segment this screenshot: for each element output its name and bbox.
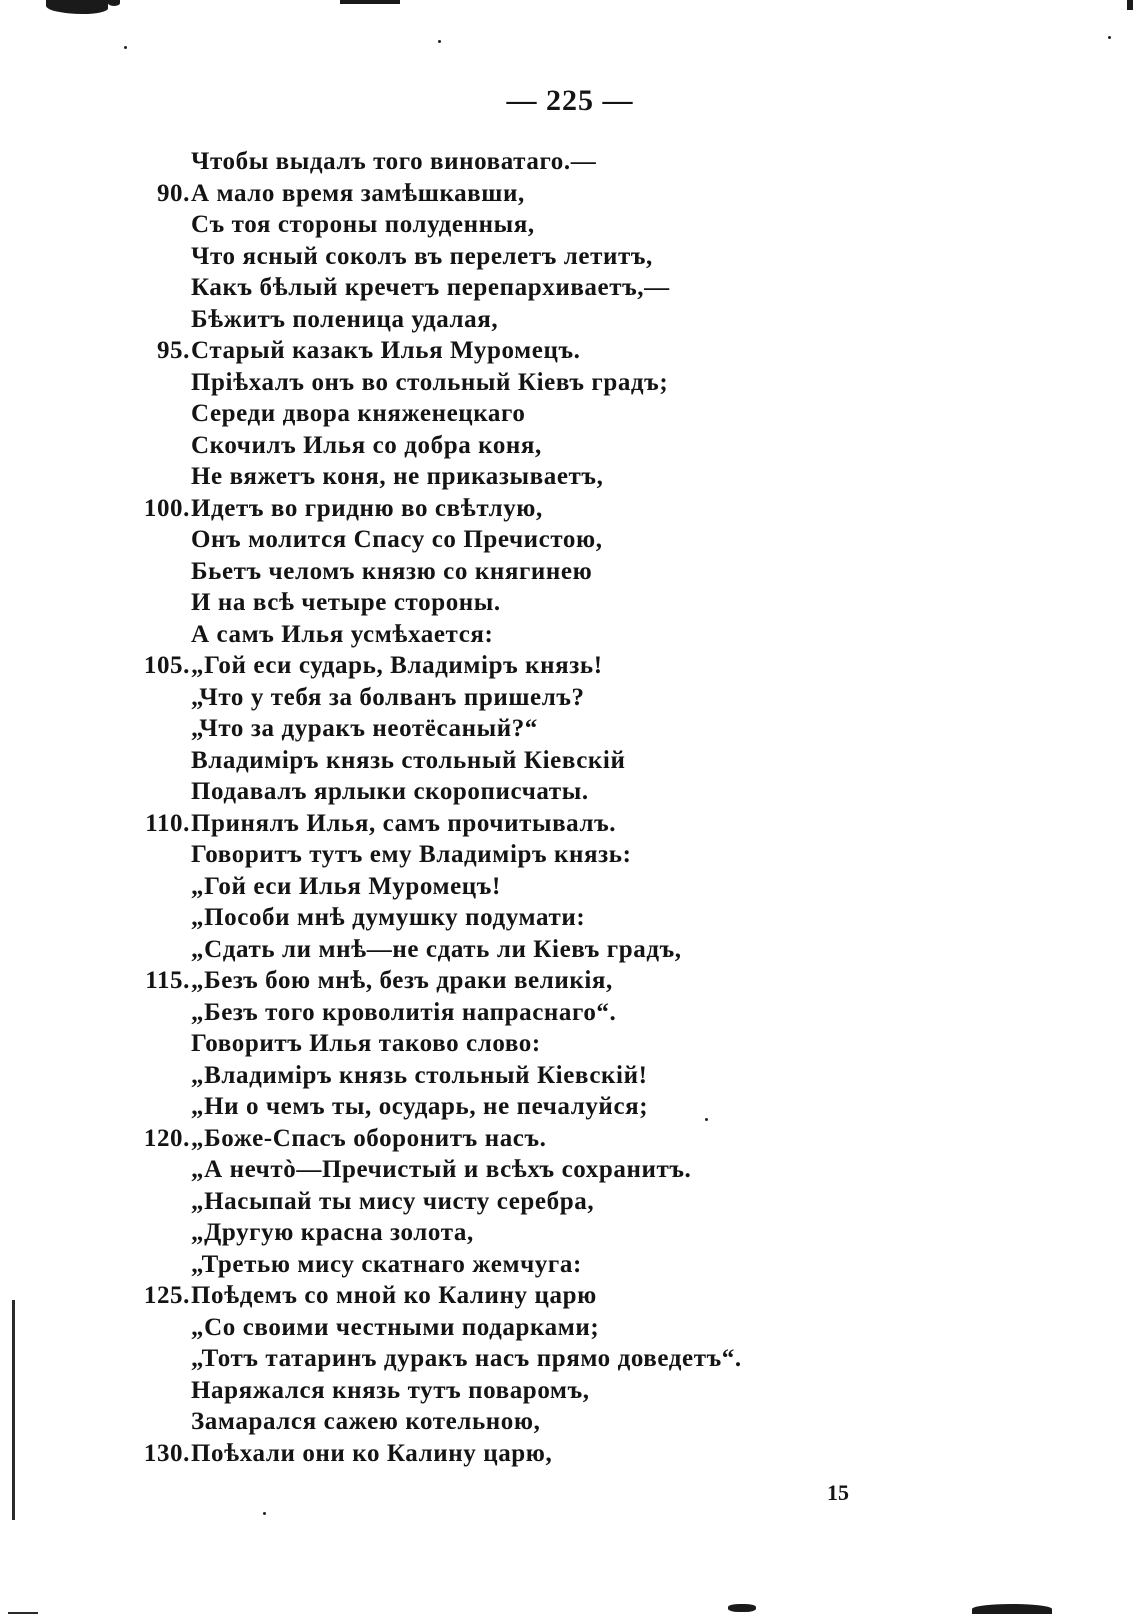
line-text: Чтобы выдалъ того виноватаго.—: [191, 148, 597, 175]
verse-line: [0, 587, 1140, 619]
verse-line: [0, 965, 1140, 997]
line-text: Идетъ во гридню во свѣтлую,: [191, 494, 543, 522]
page-number-header: — 225 —: [506, 84, 634, 117]
verse-line: [0, 1217, 1140, 1249]
verse-line: [0, 1186, 1140, 1218]
line-text: „Ни о чемъ ты, осударь, не печалуйся;: [191, 1093, 649, 1120]
ink-blot-top-left: [46, 0, 108, 14]
line-text: Говоритъ Илья таково слово:: [191, 1030, 541, 1057]
verse-line: [0, 871, 1140, 903]
line-text: А мало время замѣшкавши,: [191, 179, 525, 207]
line-text: Говоритъ тутъ ему Владиміръ князь:: [191, 841, 632, 868]
line-number: 100.: [143, 494, 190, 522]
verse-line: [0, 493, 1140, 525]
line-text: „Что за дуракъ неотёсаный?“: [191, 715, 538, 742]
verse-line: [0, 1028, 1140, 1060]
line-text: „Безъ бою мнѣ, безъ драки великія,: [191, 967, 613, 994]
ink-mark-bottom-center: [728, 1604, 756, 1612]
line-number: 115.: [145, 967, 190, 994]
verse-block: [0, 146, 1140, 1469]
signature-mark: 15: [827, 1480, 849, 1505]
verse-line: [0, 241, 1140, 273]
line-text: Бѣжитъ поленица удалая,: [191, 305, 499, 333]
line-text: „Пособи мнѣ думушку подумати:: [191, 904, 586, 931]
ink-blot-bottom-right: [972, 1604, 1052, 1614]
line-text: „Что у тебя за болванъ пришелъ?: [191, 683, 585, 711]
line-text: А самъ Илья усмѣхается:: [191, 620, 494, 648]
speck: [124, 46, 127, 49]
line-text: „Другую красна золота,: [191, 1219, 474, 1246]
verse-line: [0, 398, 1140, 430]
line-number: 130.: [143, 1439, 190, 1467]
verse-line: [0, 650, 1140, 682]
verse-line: [0, 209, 1140, 241]
verse-line: [0, 1375, 1140, 1407]
speck: [263, 1512, 266, 1515]
verse-line: [0, 839, 1140, 871]
line-text: „Третью мису скатнаго жемчуга:: [191, 1250, 582, 1278]
ink-blot-top-left-small: [108, 0, 120, 6]
verse-line: [0, 808, 1140, 840]
verse-line: [0, 1312, 1140, 1344]
ink-mark-top-right: [1127, 0, 1133, 10]
line-text: „Насыпай ты мису чисту серебра,: [191, 1187, 595, 1215]
verse-line: [0, 1060, 1140, 1092]
line-text: Середи двора княженецкаго: [191, 400, 526, 427]
verse-line: [0, 367, 1140, 399]
verse-line: [0, 745, 1140, 777]
line-text: „Тотъ татаринъ дуракъ насъ прямо доведетъ“.: [191, 1345, 742, 1372]
verse-line: [0, 1438, 1140, 1470]
line-number: 125.: [143, 1282, 190, 1309]
line-text: „Владиміръ князь стольный Кіевскій!: [191, 1061, 648, 1089]
verse-line: [0, 997, 1140, 1029]
verse-line: [0, 1406, 1140, 1438]
verse-line: [0, 619, 1140, 651]
line-text: Не вяжетъ коня, не приказываетъ,: [191, 463, 604, 490]
verse-line: [0, 1280, 1140, 1312]
line-text: Поѣхали они ко Калину царю,: [191, 1439, 553, 1467]
verse-line: [0, 556, 1140, 588]
line-text: „Безъ того кроволитія напраснаго“.: [191, 998, 617, 1026]
verse-line: [0, 934, 1140, 966]
verse-line: [0, 430, 1140, 462]
line-text: Подавалъ ярлыки скорописчаты.: [191, 778, 589, 805]
line-text: Наряжался князь тутъ поваромъ,: [191, 1376, 590, 1404]
verse-line: [0, 682, 1140, 714]
line-text: Онъ молится Спасу со Пречистою,: [191, 526, 603, 553]
verse-line: [0, 335, 1140, 367]
speck: [1108, 36, 1111, 39]
line-text: Что ясный соколъ въ перелетъ летитъ,: [191, 242, 653, 270]
verse-line: [0, 1343, 1140, 1375]
line-text: Скочилъ Илья со добра коня,: [191, 431, 542, 459]
line-text: „А нечтò—Пречистый и всѣхъ сохранитъ.: [191, 1156, 692, 1183]
line-text: Съ тоя стороны полуденныя,: [191, 211, 535, 238]
verse-line: [0, 1091, 1140, 1123]
line-number: 120.: [143, 1124, 190, 1152]
verse-line: [0, 1123, 1140, 1155]
line-text: Замарался сажею котельною,: [191, 1408, 541, 1435]
verse-line: [0, 713, 1140, 745]
line-text: „Со своими честными подарками;: [191, 1313, 600, 1341]
speck: [438, 40, 441, 43]
line-text: Поѣдемъ со мной ко Калину царю: [191, 1282, 597, 1309]
line-text: „Гой еси Илья Муромецъ!: [191, 872, 501, 900]
line-text: „Боже-Спасъ оборонитъ насъ.: [191, 1124, 547, 1152]
verse-line: [0, 146, 1140, 178]
verse-line: [0, 304, 1140, 336]
line-text: „Гой еси сударь, Владиміръ князь!: [191, 652, 603, 679]
line-text: Бьетъ челомъ князю со княгинею: [191, 557, 593, 585]
line-text: И на всѣ четыре стороны.: [191, 589, 501, 616]
bottom-left-rule: [8, 1612, 38, 1614]
line-number: 95.: [156, 337, 190, 364]
verse-line: [0, 461, 1140, 493]
line-text: Принялъ Илья, самъ прочитывалъ.: [191, 809, 617, 837]
line-number: 90.: [156, 179, 190, 207]
line-text: Владиміръ князь стольный Кіевскій: [191, 746, 626, 774]
line-text: „Сдать ли мнѣ—не сдать ли Кіевъ градъ,: [191, 935, 682, 963]
verse-line: [0, 1249, 1140, 1281]
line-number: 105.: [143, 652, 190, 679]
verse-line: [0, 272, 1140, 304]
line-text: Старый казакъ Илья Муромецъ.: [191, 337, 581, 364]
verse-line: [0, 524, 1140, 556]
line-text: Какъ бѣлый кречетъ перепархиваетъ,—: [191, 274, 670, 301]
line-number: 110.: [145, 809, 190, 837]
verse-line: [0, 178, 1140, 210]
ink-mark-top-center: [340, 0, 400, 4]
verse-line: [0, 902, 1140, 934]
verse-line: [0, 776, 1140, 808]
verse-line: [0, 1154, 1140, 1186]
line-text: Пріѣхалъ онъ во стольный Кіевъ градъ;: [191, 368, 669, 396]
